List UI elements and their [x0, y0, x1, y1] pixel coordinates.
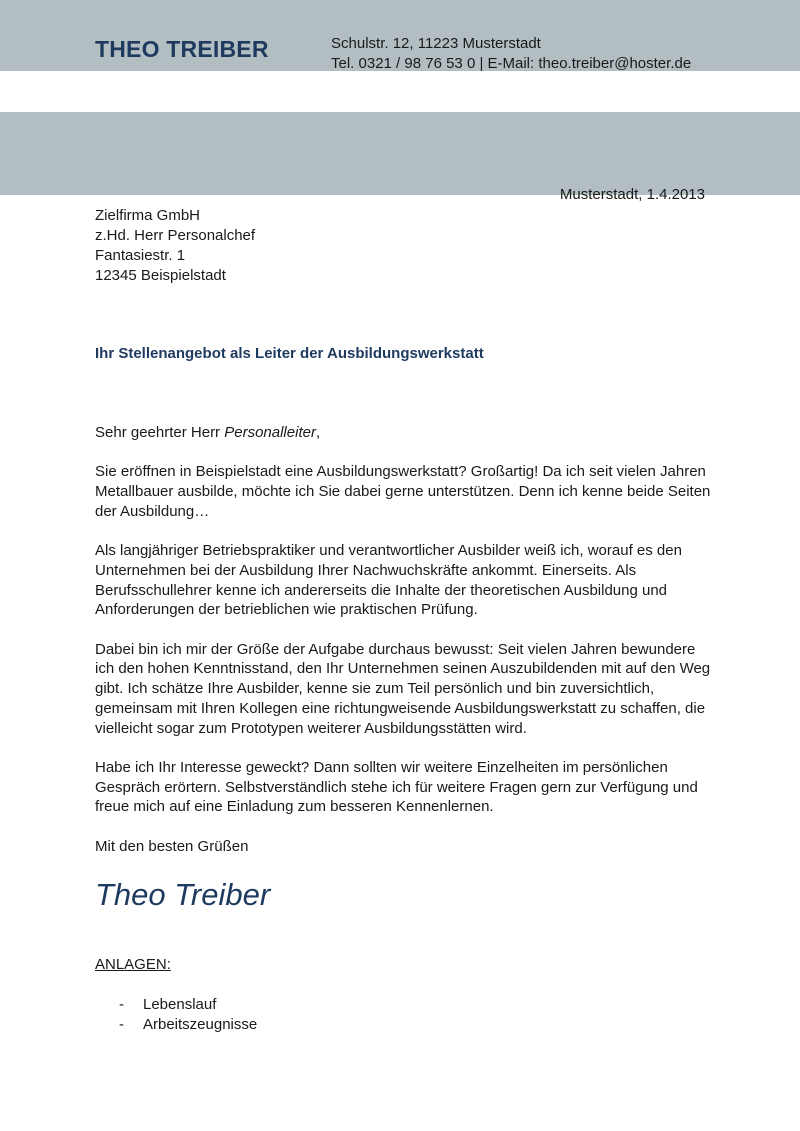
attachment-item — [95, 1015, 257, 1035]
sender-contact — [331, 34, 691, 74]
salutation-prefix: Sehr geehrter Herr — [95, 424, 225, 441]
recipient-line: Fantasiestr. 1 — [95, 247, 186, 264]
body-paragraph: Sie eröffnen in Beispielstadt eine Ausbildungswerkstatt? Großartig! Da ich seit vielen Jahren Metallbauer ausbilde, möchte ich Sie dabei gerne unterstützen. Denn ich kenne beide Seiten der Ausbildung… — [95, 463, 711, 520]
salutation — [95, 423, 715, 443]
recipient-line: Zielfirma GmbH — [95, 207, 201, 224]
bullet-dash: - — [119, 996, 124, 1013]
recipient-line: 12345 Beispielstadt — [95, 267, 226, 284]
letter-subject: Ihr Stellenangebot als Leiter der Ausbildungswerkstatt — [95, 345, 484, 362]
attachments-title: ANLAGEN: — [95, 956, 171, 973]
body-paragraph: Als langjähriger Betriebspraktiker und verantwortlicher Ausbilder weiß ich, worauf es den Unternehmen bei der Ausbildung Ihrer Nachwuchskräfte ankommt. Einerseits. Als Berufsschullehrer kenne ich andererseits die Inhalte der theoretischen Ausbildung und Anforderungen der betrieblichen wie praktischen Prüfung. — [95, 542, 682, 619]
signature: Theo Treiber — [95, 877, 271, 912]
sender-phone-email: Tel. 0321 / 98 76 53 0 | E-Mail: theo.treiber@hoster.de — [331, 55, 692, 72]
body-paragraph: Dabei bin ich mir der Größe der Aufgabe durchaus bewusst: Seit vielen Jahren bewundere ich den hohen Kenntnisstand, den Ihr Unternehmen seinen Auszubildenden mit auf den Weg gibt. Ich schätze Ihre Ausbilder, kenne sie zum Teil persönlich und bin zuversichtlich, gemeinsam mit Ihren Kollegen eine richtungweisende Ausbildungswerkstatt zu schaffen, die vielleicht sogar zum Prototypen weiterer Ausbildungsstätten wird. — [95, 640, 711, 737]
body-paragraph: Habe ich Ihr Interesse geweckt? Dann sollten wir weitere Einzelheiten im persönlichen Gespräch erörtern. Selbstverständlich stehe ich für weitere Fragen gern zur Verfügung und freue mich auf eine Einladung zum besseren Kennenlernen. — [95, 758, 698, 816]
sender-address: Schulstr. 12, 11223 Musterstadt — [331, 35, 541, 52]
attachment-item — [95, 995, 257, 1015]
sender-name: THEO TREIBER — [95, 36, 269, 62]
letter-date: Musterstadt, 1.4.2013 — [559, 186, 705, 203]
accent-band — [0, 112, 800, 195]
attachment-label: Lebenslauf — [143, 996, 217, 1013]
recipient-line: z.Hd. Herr Personalchef — [95, 227, 256, 244]
closing: Mit den besten Grüßen — [95, 837, 249, 855]
recipient-address — [95, 206, 255, 286]
salutation-suffix: , — [315, 424, 321, 441]
letter-body — [95, 423, 715, 876]
attachment-label: Arbeitszeugnisse — [143, 1016, 258, 1033]
attachments-list — [95, 995, 257, 1035]
salutation-name: Personalleiter — [224, 424, 316, 441]
bullet-dash: - — [119, 1016, 124, 1033]
